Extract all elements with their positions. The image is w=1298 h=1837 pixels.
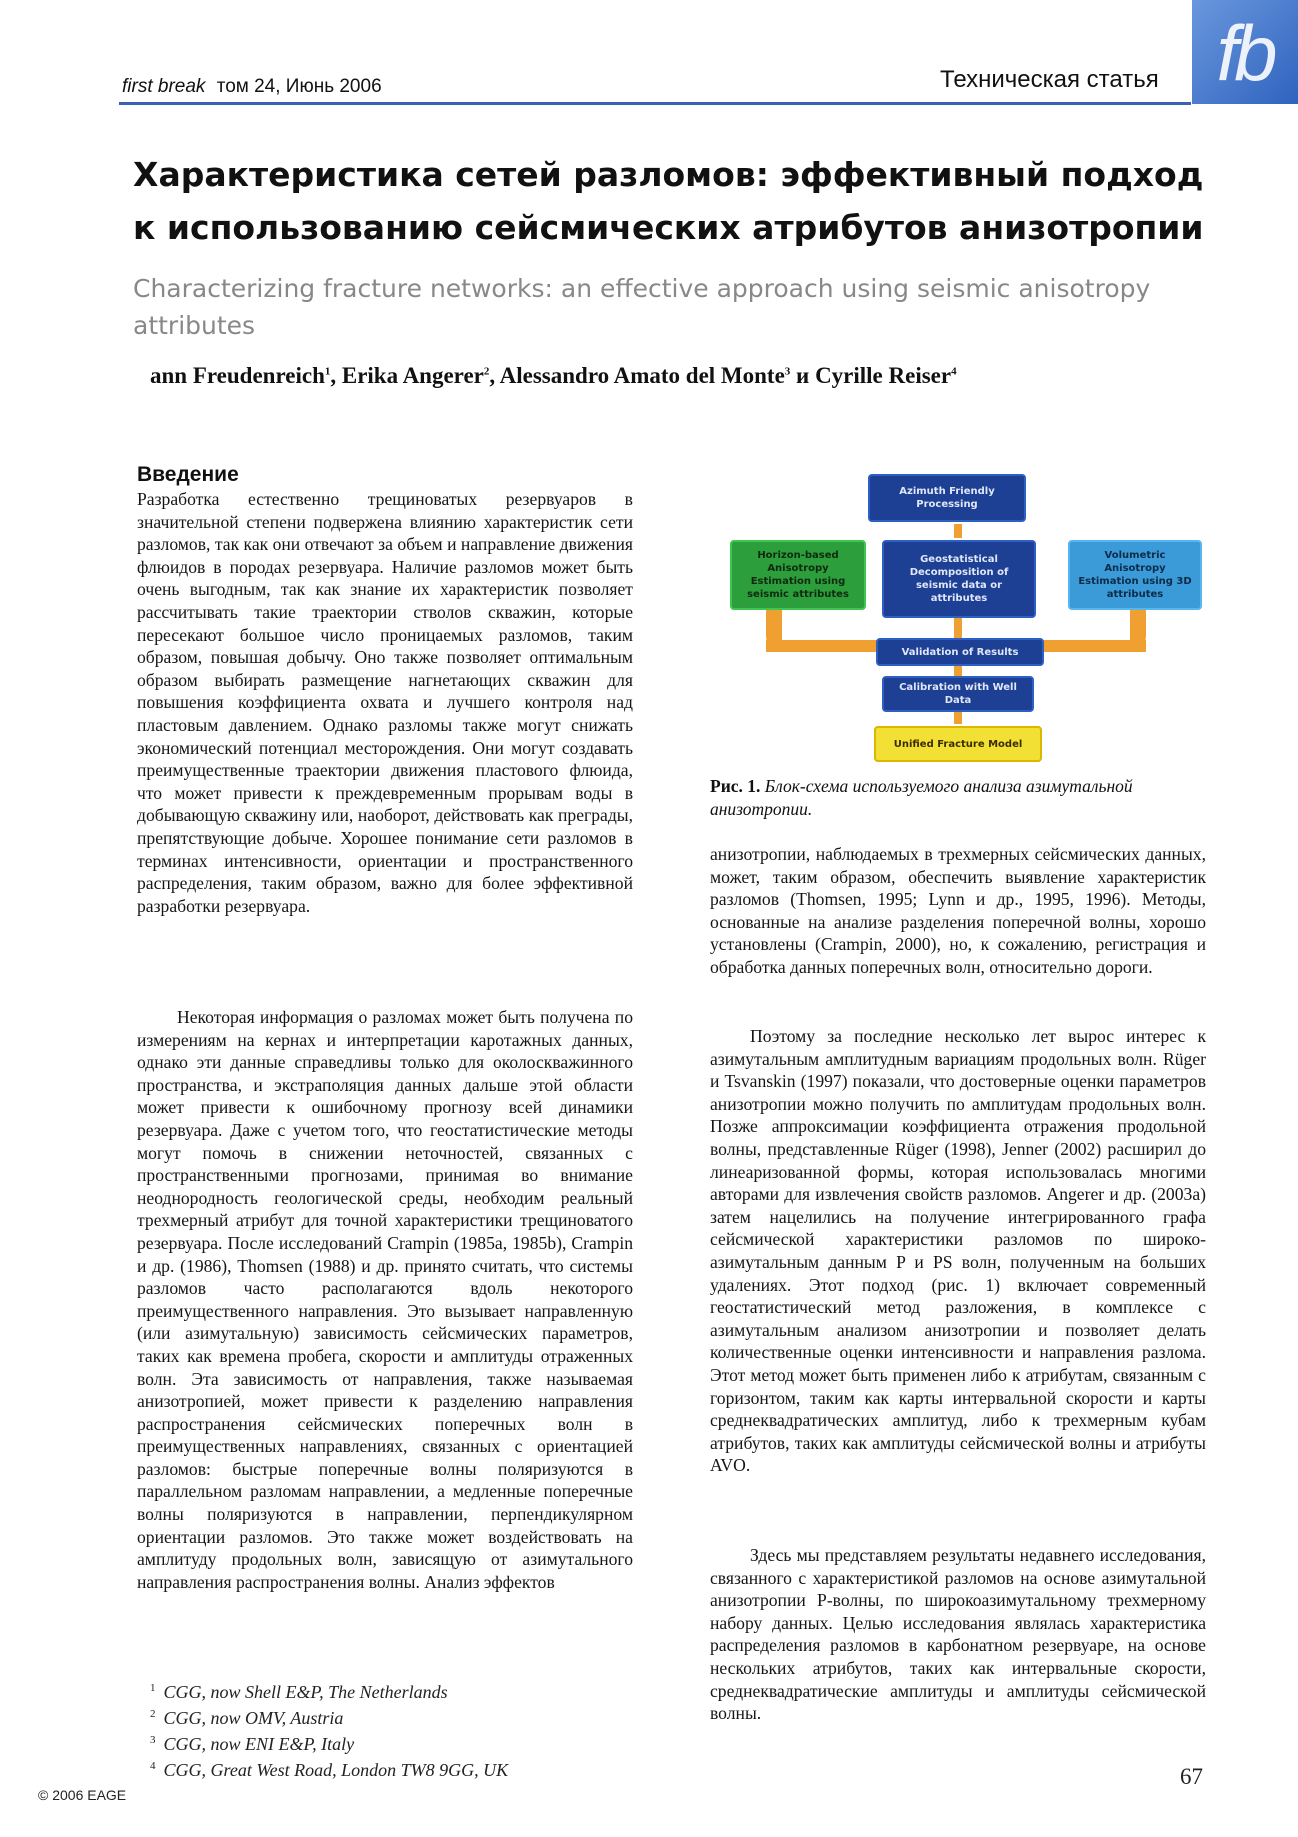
figure-label: Рис. 1.: [710, 776, 761, 796]
article-title: [133, 148, 1213, 254]
author-1: ann Freudenreich: [150, 363, 325, 388]
issue-info: том 24, Июнь 2006: [216, 76, 382, 97]
footnote-number: 2: [150, 1708, 156, 1720]
right-text-3: Здесь мы представляем результаты недавнего исследования, связанного с характеристикой разломов на основе азимутальной анизотропии P-волны, по широкоазимутальному трехмерному набору данных. Целью исследования являлась характеристика распределения разломов в карбонатном резервуаре, на основе нескольких атрибутов, таких как интервальные скорости, среднеквадратические амплитуды и амплитуды сейсмической волны.: [710, 1545, 1206, 1724]
footnote-number: 4: [150, 1760, 156, 1772]
author-1-mark: 1: [324, 365, 331, 378]
flowchart-figure: [726, 466, 1192, 766]
box-validation: Validation of Results: [876, 638, 1044, 666]
author-sep: ,: [330, 363, 342, 388]
footnote-4: [150, 1760, 508, 1781]
right-paragraph-3: [710, 1544, 1206, 1725]
author-and: и: [790, 363, 816, 388]
left-paragraph-1: [137, 488, 633, 917]
journal-name: first break: [122, 76, 206, 97]
copyright: © 2006 EAGE: [38, 1787, 127, 1803]
footnote-text: CGG, Great West Road, London TW8 9GG, UK: [163, 1760, 509, 1780]
footnote-number: 1: [150, 1682, 156, 1694]
author-3-mark: 3: [784, 365, 791, 378]
box-volumetric-anisotropy: Volumetric Anisotropy Estimation using 3D attributes: [1068, 540, 1202, 610]
right-paragraph-1: [710, 843, 1206, 979]
arrow-calibration-to-unified: [954, 712, 962, 724]
author-sep: ,: [489, 363, 500, 388]
box-unified-model: Unified Fracture Model: [874, 726, 1042, 762]
running-header-journal: [122, 76, 382, 98]
box-calibration: Calibration with Well Data: [882, 676, 1034, 712]
box-geostatistical-decomposition: Geostatistical Decomposition of seismic data or attributes: [882, 540, 1036, 618]
right-paragraph-2: [710, 1025, 1206, 1477]
author-3: Alessandro Amato del Monte: [499, 363, 785, 388]
page-number: 67: [1180, 1764, 1203, 1789]
footnote-1: [150, 1682, 448, 1703]
left-paragraph-2: [137, 1006, 633, 1593]
arrow-geostat-to-validation: [954, 618, 962, 640]
footnote-3: [150, 1734, 354, 1755]
title-line-2: к использованию сейсмических атрибутов анизотропии: [133, 208, 1204, 247]
right-text-2: Поэтому за последние несколько лет вырос интерес к азимутальным амплитудным вариациям продольных волн. Rüger и Tsvanskin (1997) показали, что достоверные оценки параметров анизотропии можно получить по амплитудам продольных волн. Позже аппроксимации коэффициента отражения продольной волны, представленные Rüger (1998), Jenner (2002) расширил до линеаризованной формы, которая использовалась многими авторами для извлечения свойств разломов. Angerer и др. (2003a) затем нацелились на получение интегрированного графа сейсмической характеристики разломов по широко-азимутальным данным P и PS волн, полученным на больших удалениях. Этот подход (рис. 1) включает современный геостатистический метод разложения, в комплексе с азимутальным анализом анизотропии и позволяет делать количественные оценки интенсивности и направления разлома. Этот метод может быть применен либо к атрибутам, связанным с горизонтом, таким как карты интервальной скорости и карты среднеквадратических амплитуд, либо к трехмерным кубам атрибутов, таких как амплитуды сейсмической волны и атрибуты AVO.: [710, 1026, 1206, 1476]
footnote-text: CGG, now Shell E&P, The Netherlands: [163, 1682, 448, 1702]
footnote-2: [150, 1708, 343, 1729]
footnote-text: CGG, now OMV, Austria: [163, 1708, 344, 1728]
author-4: Cyrille Reiser: [815, 363, 952, 388]
title-line-1: Характеристика сетей разломов: эффективный подход: [133, 155, 1204, 194]
right-text-1: анизотропии, наблюдаемых в трехмерных сейсмических данных, может, таким образом, обеспечить выявление характеристик разломов (Thomsen, 1995; Lynn и др., 1995, 1996). Методы, основанные на анализе разделения поперечной волны, хорошо установлены (Crampin, 2000), но, к сожалению, регистрация и обработка данных поперечных волн, относительно дороги.: [710, 844, 1206, 977]
left-text-1: Разработка естественно трещиноватых резервуаров в значительной степени подвержена влиянию характеристик сети разломов, так как они отвечают за объем и направление движения флюидов в породах резервуара. Наличие разломов может быть очень выгодным, так как знание их характеристик позволяет рассчитывать такие траектории стволов скважин, которые пересекают большое число проницаемых разломов, таким образом, повышая добычу. Оно также позволяет оптимальным образом выбирать размещение нагнетающих скважин для повышения коэффициента охвата и лучшего контроля над пластовым давлением. Однако разломы также могут снижать экономический потенциал месторождения. Они могут создавать преимущественные траектории движения пластового флюида, что может привести к преждевременным прорывам воды в добывающую скважину или, наоборот, действовать как преграды, препятствующие добыче. Хорошее понимание сети разломов в терминах интенсивности, ориентации и пространственного распределения, таким образом, важно для более эффективной разработки резервуара.: [137, 489, 633, 916]
footnote-text: CGG, now ENI E&P, Italy: [163, 1734, 355, 1754]
section-label: Техническая статья: [940, 66, 1159, 93]
arrow-azimuth-to-geostat: [954, 524, 962, 538]
author-2-mark: 2: [483, 365, 490, 378]
fb-logo-text: fb: [1216, 9, 1274, 97]
left-text-2: Некоторая информация о разломах может быть получена по измерениям на кернах и интерпретации каротажных данных, однако эти данные справедливы только для околоскважинного пространства, и экстраполяция данных дальше этой области может привести к ошибочному прогнозу всей динамики резервуара. Даже с учетом того, что геостатистические методы могут помочь в снижении неточностей, связанных с пространственными прогнозами, принимая во внимание неоднородность геологической среды, необходим реальный трехмерный атрибут для точной характеристики трещиноватого резервуара. После исследований Crampin (1985a, 1985b), Crampin и др. (1986), Thomsen (1988) и др. принято считать, что системы разломов часто располагаются вдоль некоторого преимущественного направления. Это вызывает направленную (или азимутальную) зависимость сейсмических параметров, таких как времена пробега, скорости и амплитуды отраженных волн. Эта зависимость от направления, также называемая анизотропией, может привести к разделению направления распространения сейсмических поперечных волн в преимущественных направлениях, связанных с ориентацией разломов: быстрые поперечные волны поляризуются в параллельном разломам направлении, а медленные поперечные волны поляризуются в направлении, перпендикулярном ориентации разломов. Это также может воздействовать на амплитуду продольных волн, зависящую от азимутального направления распространения волны. Анализ эффектов: [137, 1007, 633, 1592]
author-list: [150, 363, 1200, 389]
box-horizon-anisotropy: Horizon-based Anisotropy Estimation using seismic attributes: [730, 540, 866, 610]
footnote-number: 3: [150, 1734, 156, 1746]
arrow-validation-to-calibration: [954, 666, 962, 676]
section-heading: Введение: [137, 463, 239, 486]
box-azimuth-processing: Azimuth Friendly Processing: [868, 474, 1026, 522]
author-4-mark: 4: [951, 365, 957, 378]
english-title: Characterizing fracture networks: an effective approach using seismic anisotropy attributes: [133, 274, 1151, 340]
figure-caption: [710, 775, 1206, 820]
figure-caption-text: Блок-схема используемого анализа азимутальной анизотропии.: [710, 776, 1133, 819]
author-2: Erika Angerer: [341, 363, 484, 388]
header-rule: [119, 102, 1191, 105]
